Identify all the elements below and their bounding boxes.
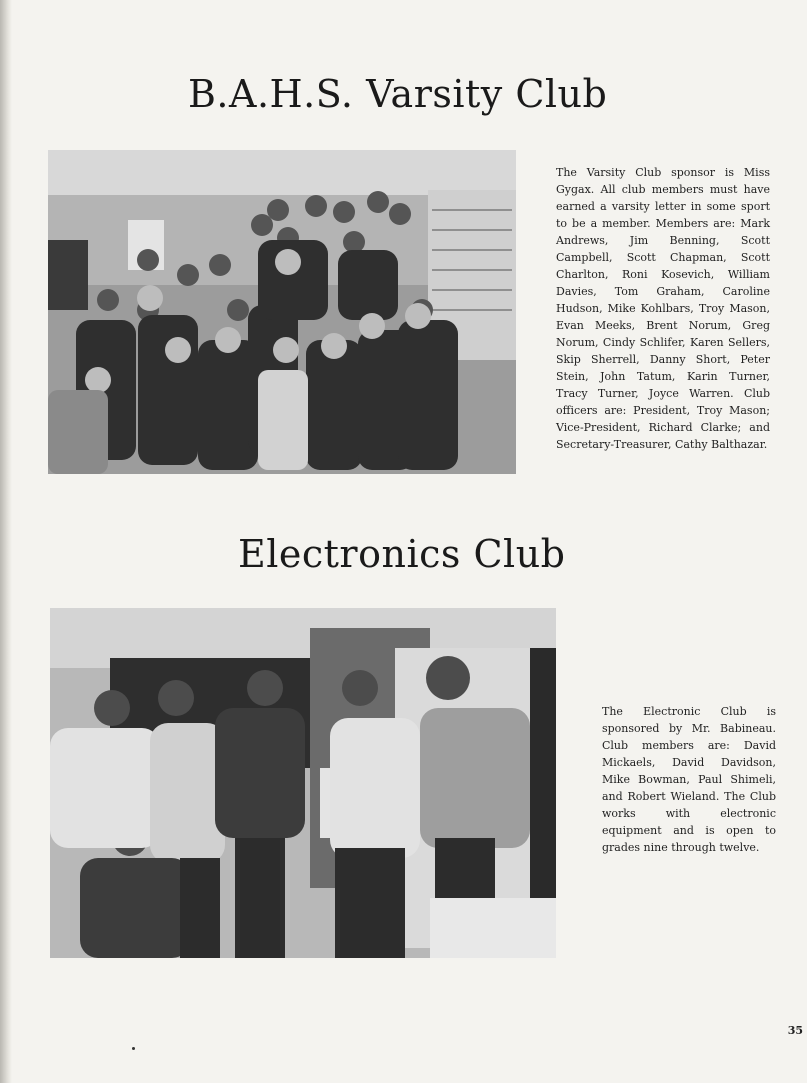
page-binding-shadow	[0, 0, 12, 1083]
electronics-club-title: Electronics Club	[238, 532, 566, 576]
electronics-club-photo	[50, 608, 556, 958]
varsity-club-caption: The Varsity Club sponsor is Miss Gygax. All club members must have earned a varsity letter in some sport to be a member. Members are: Mark Andrews, Jim Benning, Scott Campbell, Scott Chapman, Scott Charlton, Roni Kosevich, William Davies, Tom Graham, Caroline Hudson, Mike Kohlbars, Troy Mason, Evan Meeks, Brent Norum, Greg Norum, Cindy Schlifer, Karen Sellers, Skip Sherrell, Danny Short, Peter Stein, John Tatum, Karin Turner, Tracy Turner, Joyce Warren. Club officers are: President, Troy Mason; Vice-President, Richard Clarke; and Secretary-Treasurer, Cathy Balthazar.	[556, 166, 770, 451]
electronics-club-caption: The Electronic Club is sponsored by Mr. Babineau. Club members are: David Mickaels, David Davidson, Mike Bowman, Paul Shimeli, and Robert Wieland. The Club works with electronic equipment and is open to grades nine through twelve.	[602, 705, 776, 854]
varsity-club-title: B.A.H.S. Varsity Club	[188, 72, 608, 116]
print-speck	[132, 1047, 135, 1050]
page-number: 35	[787, 1024, 803, 1037]
varsity-club-photo	[48, 150, 516, 474]
